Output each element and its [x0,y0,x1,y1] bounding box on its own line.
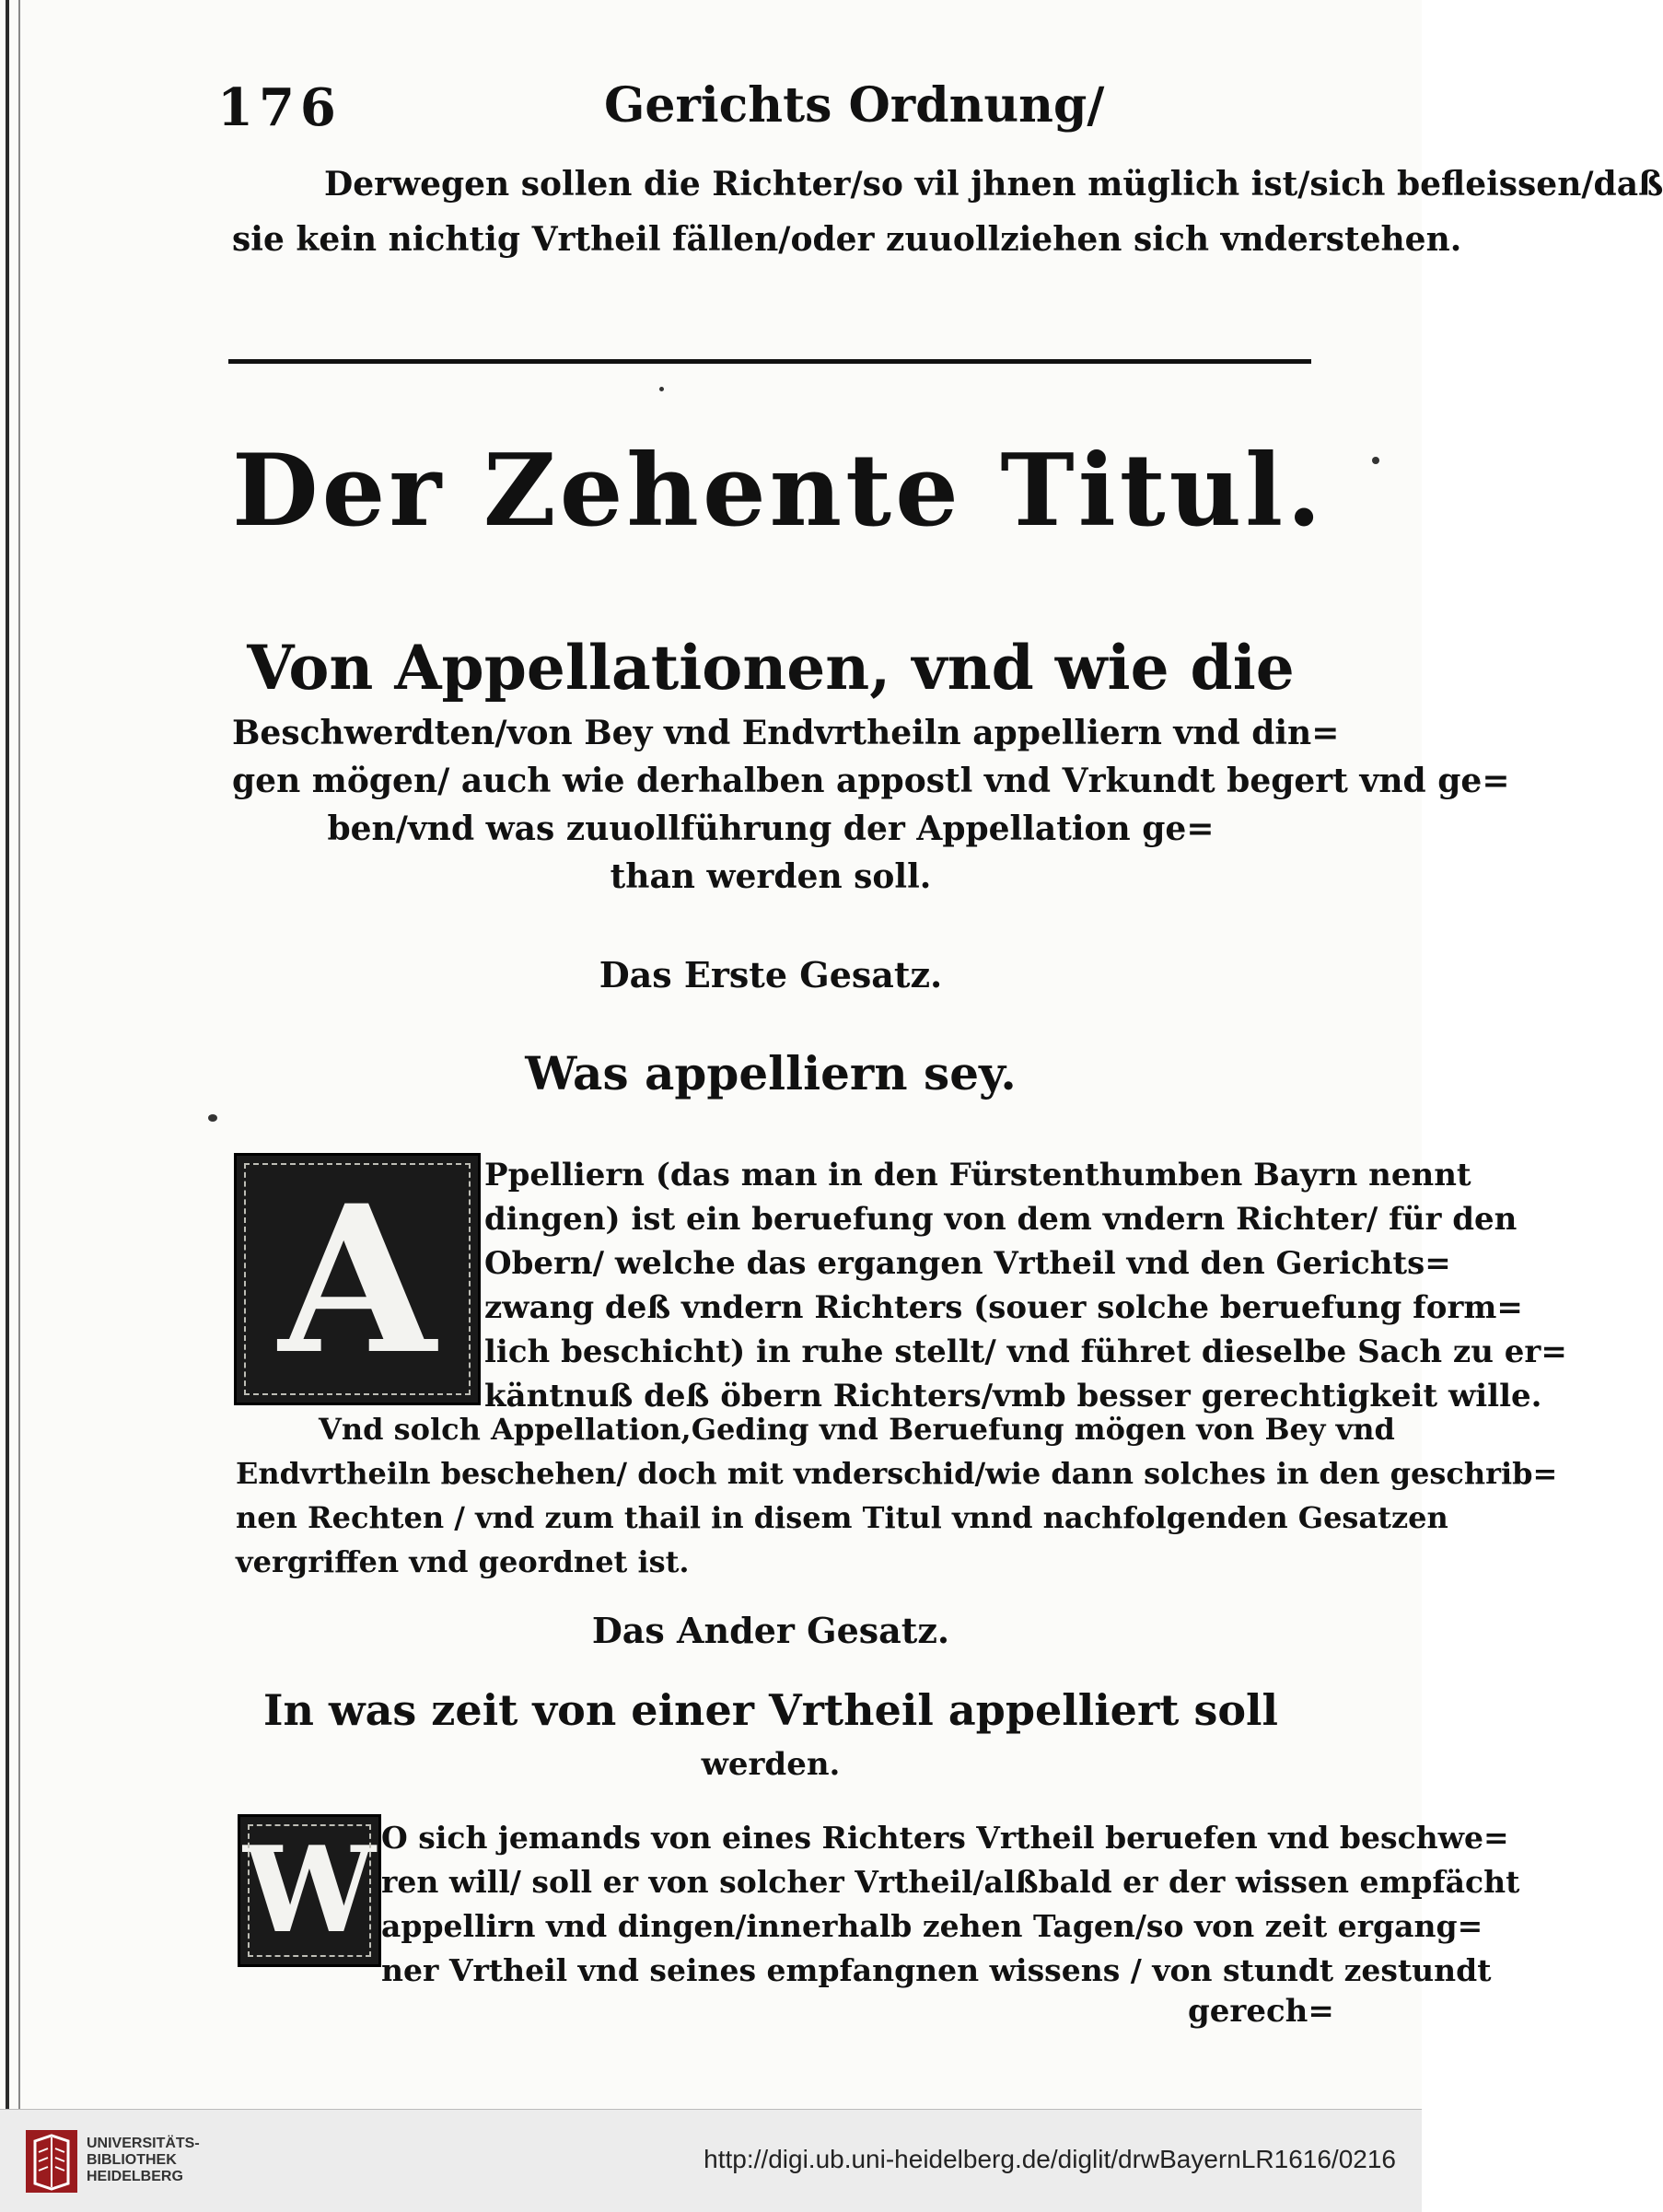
paragraph-with-initial-1 [484,1153,1567,1418]
initial-letter: W [243,1822,376,1960]
text-line: dingen) ist ein beruefung von dem vndern Richter/ für den [484,1201,1518,1238]
subtitle-line: gen mögen/ auch wie derhalben appostl vnd Vrkundt begert vnd ge= [232,762,1510,800]
running-title: Gerichts Ordnung/ [604,77,1105,134]
text-line: vergriffen vnd geordnet ist. [236,1544,690,1579]
intro-line: Derwegen sollen die Richter/so vil jhnen müglich ist/sich befleissen/daß [324,165,1663,204]
text-line: zwang deß vndern Richters (souer solche beruefung form= [484,1289,1523,1326]
section-gesatz-1: Das Erste Gesatz. [599,954,943,995]
subtitle-line: Beschwerdten/von Bey vnd Endvrtheiln appelliern vnd din= [232,714,1340,752]
university-library-logo-icon [26,2130,77,2193]
section-heading-2-cont: werden. [701,1746,841,1783]
page-spine-edge [6,0,9,2109]
intro-paragraph [232,157,1663,267]
text-line: käntnuß deß öbern Richters/vmb besser gerechtigkeit wille. [484,1378,1542,1415]
text-line: Vnd solch Appellation,Geding vnd Beruefung mögen von Bey vnd [319,1412,1395,1447]
text-line: Obern/ welche das ergangen Vrtheil vnd den Gerichts= [484,1245,1451,1282]
paragraph-with-initial-2 [381,1816,1520,1993]
catchword: gerech= [1188,1993,1334,2030]
initial-ornament [244,1163,471,1395]
chapter-subtitle [232,626,1510,901]
intro-line: sie kein nichtig Vrtheil fällen/oder zuuollziehen sich vnderstehen. [232,220,1462,259]
decorated-initial-a [234,1153,481,1405]
section-heading-2: In was zeit von einer Vrtheil appelliert soll [263,1685,1278,1735]
ink-speck [659,387,664,391]
text-line: O sich jemands von eines Richters Vrtheil beruefen vnd beschwe= [381,1820,1509,1856]
initial-ornament [248,1824,371,1957]
library-name-line: HEIDELBERG [87,2169,183,2184]
viewer-footer [0,2109,1422,2212]
source-url-link[interactable]: http://digi.ub.uni-heidelberg.de/diglit/drwBayernLR1616/0216 [704,2145,1396,2173]
text-line: nen Rechten / vnd zum thail in disem Titul vnnd nachfolgenden Gesatzen [236,1500,1448,1535]
subtitle-line: than werden soll. [610,857,932,896]
text-line: ren will/ soll er von solcher Vrtheil/alßbald er der wissen empfächt [381,1864,1520,1900]
page-number: 176 [217,77,342,138]
page-header [217,77,1304,142]
text-line: Endvrtheiln beschehen/ doch mit vnderschid/wie dann solches in den geschrib= [236,1456,1558,1491]
library-name-line: UNIVERSITÄTS- [87,2136,200,2151]
subtitle-line: ben/vnd was zuuollführung der Appellation ge= [327,809,1215,848]
text-line: ner Vrtheil vnd seines empfangnen wissens / von stundt zestundt [381,1952,1492,1988]
text-line: Ppelliern (das man in den Fürstenthumben Bayrn nennt [484,1157,1471,1193]
section-gesatz-2: Das Ander Gesatz. [591,1610,950,1651]
library-name [87,2136,200,2185]
ink-speck [1372,457,1379,464]
horizontal-rule [228,359,1311,364]
library-name-line: BIBLIOTHEK [87,2152,177,2168]
chapter-title: Der Zehente Titul. [232,433,1325,549]
section-heading-1: Was appelliern sey. [525,1046,1017,1100]
page-spine-line [18,0,20,2109]
text-line: lich beschicht) in ruhe stellt/ vnd führet dieselbe Sach zu er= [484,1333,1567,1370]
ink-speck [208,1114,217,1122]
text-line: appellirn vnd dingen/innerhalb zehen Tagen/so von zeit ergang= [381,1908,1483,1944]
subtitle-lead: Von Appellationen, vnd wie die [247,632,1295,704]
initial-letter: A [278,1159,436,1399]
paragraph-continuation-1 [236,1407,1558,1584]
decorated-initial-w [238,1814,381,1967]
